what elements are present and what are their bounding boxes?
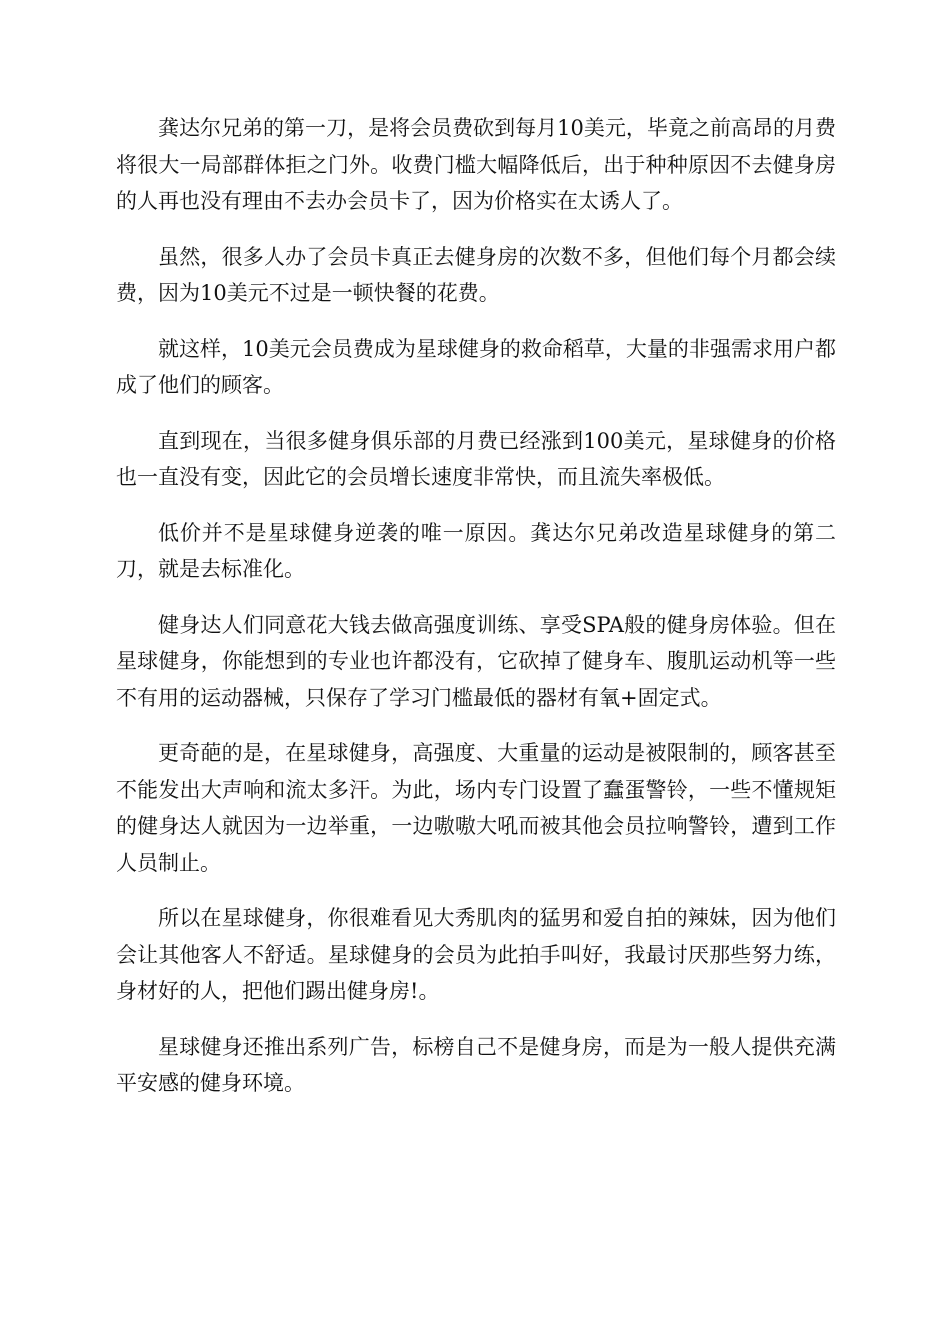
paragraph-5: 低价并不是星球健身逆袭的唯一原因。龚达尔兄弟改造星球健身的第二刀，就是去标准化。 [116,520,836,581]
paragraph-6: 健身达人们同意花大钱去做高强度训练、享受SPA般的健身房体验。但在星球健身，你能想到的专业也许都没有，它砍掉了健身车、腹肌运动机等一些不有用的运动器械，只保存了学习门槛最低的器材有氧+固定式。 [116,612,836,710]
paragraph-9: 星球健身还推出系列广告，标榜自己不是健身房，而是为一般人提供充满平安感的健身环境。 [116,1034,836,1095]
paragraph-4: 直到现在，当很多健身俱乐部的月费已经涨到100美元，星球健身的价格也一直没有变，因此它的会员增长速度非常快，而且流失率极低。 [116,428,836,489]
paragraph-1: 龚达尔兄弟的第一刀，是将会员费砍到每月10美元，毕竟之前高昂的月费将很大一局部群体拒之门外。收费门槛大幅降低后，出于种种原因不去健身房的人再也没有理由不去办会员卡了，因为价格实在太诱人了。 [116,116,836,213]
paragraph-7: 更奇葩的是，在星球健身，高强度、大重量的运动是被限制的，顾客甚至不能发出大声响和流太多汗。为此，场内专门设置了蠢蛋警铃，一些不懂规矩的健身达人就因为一边举重，一边嗷嗷大吼而被其他会员拉响警铃，遭到工作人员制止。 [116,741,836,875]
paragraph-2: 虽然，很多人办了会员卡真正去健身房的次数不多，但他们每个月都会续费，因为10美元不过是一顿快餐的花费。 [116,244,836,305]
document-page [116,110,836,1121]
paragraph-3: 就这样，10美元会员费成为星球健身的救命稻草，大量的非强需求用户都成了他们的顾客。 [116,336,836,397]
paragraph-8: 所以在星球健身，你很难看见大秀肌肉的猛男和爱自拍的辣妹，因为他们会让其他客人不舒适。星球健身的会员为此拍手叫好，我最讨厌那些努力练，身材好的人，把他们踢出健身房!。 [116,906,836,1003]
